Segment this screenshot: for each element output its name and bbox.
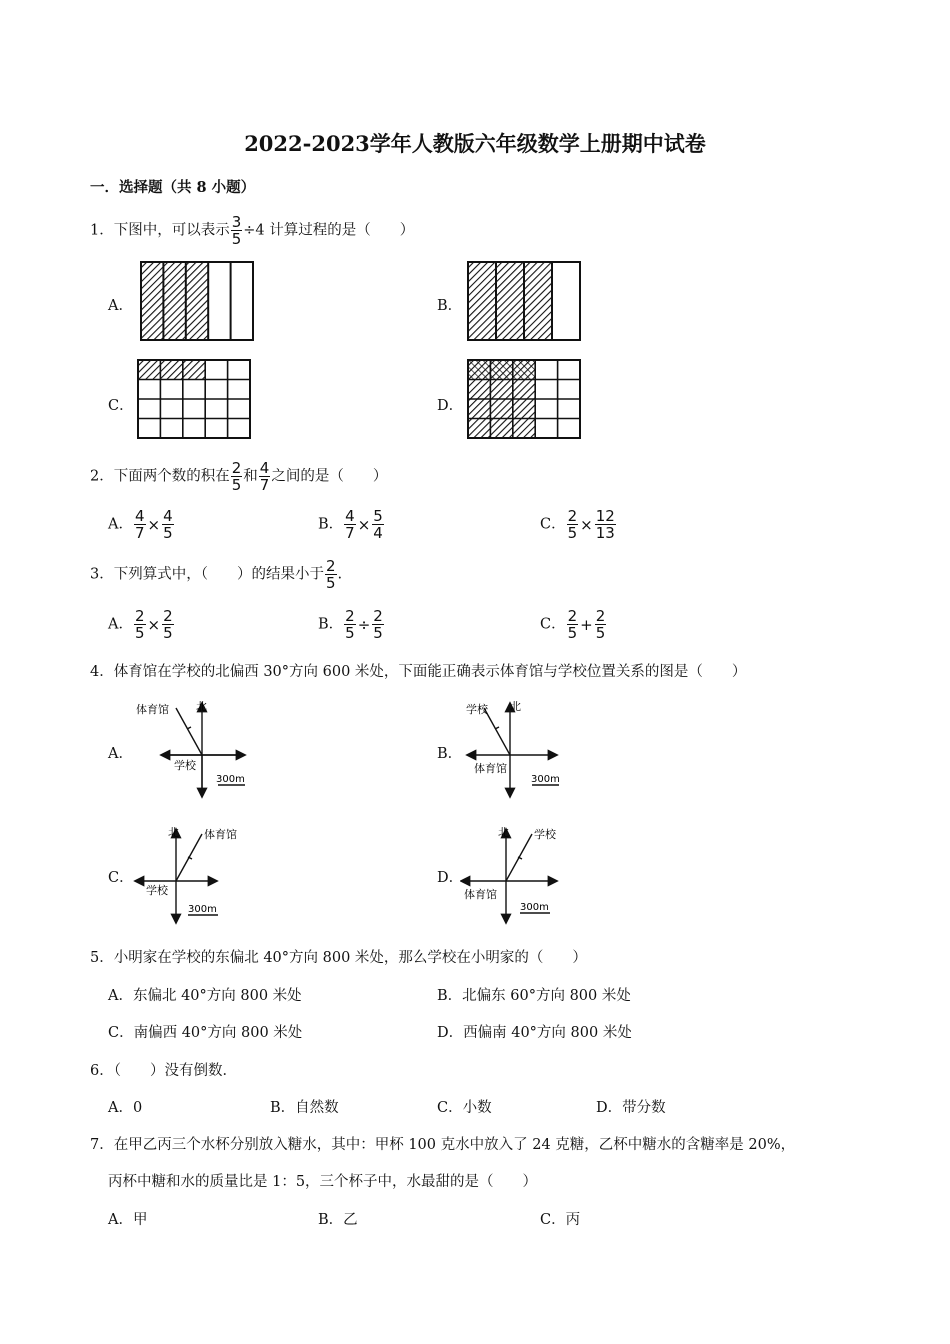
q6-option-c[interactable]: C．小数 bbox=[437, 1100, 492, 1116]
q3-fraction: $\frac{2}{5}$ bbox=[325, 557, 336, 592]
q2-option-c[interactable]: C． $\frac{2}{5}$ × $\frac{12}{13}$ bbox=[540, 507, 615, 542]
page-title: 2022-2023学年人教版六年级数学上册期中试卷 bbox=[244, 131, 706, 156]
q1-option-d[interactable]: D． bbox=[437, 398, 464, 414]
q4a-north-label: 北 bbox=[196, 700, 207, 713]
q2-option-b[interactable]: B． $\frac{4}{7}$ × $\frac{5}{4}$ bbox=[318, 507, 383, 542]
q2-option-a[interactable]: A． $\frac{4}{7}$ × $\frac{4}{5}$ bbox=[108, 507, 173, 542]
q4d-school-label: 学校 bbox=[534, 828, 556, 841]
q6-option-d[interactable]: D．带分数 bbox=[596, 1100, 666, 1116]
q4-option-d[interactable]: D． bbox=[437, 870, 464, 886]
q1-option-a[interactable]: A． bbox=[108, 298, 133, 314]
q4-figure-d bbox=[460, 822, 580, 930]
q2-fraction-1: $\frac{2}{5}$ bbox=[231, 459, 242, 494]
question-1 bbox=[90, 214, 414, 247]
q4-figure-a bbox=[132, 696, 252, 804]
q4d-scale-label: 300m bbox=[520, 902, 549, 913]
q1-figure-c bbox=[137, 359, 253, 441]
q1-option-c[interactable]: C． bbox=[108, 398, 134, 414]
q7-option-a[interactable]: A．甲 bbox=[108, 1212, 148, 1228]
question-4: 4．体育馆在学校的北偏西 30°方向 600 米处，下面能正确表示体育馆与学校位置关系的图是（ ） bbox=[90, 664, 747, 680]
q4b-school-label: 学校 bbox=[466, 703, 488, 716]
q1-figure-b bbox=[467, 261, 583, 343]
q4-option-b[interactable]: B． bbox=[437, 746, 463, 762]
q4-option-c[interactable]: C． bbox=[108, 870, 134, 886]
q4-figure-c bbox=[132, 822, 252, 930]
q5-option-a[interactable]: A．东偏北 40°方向 800 米处 bbox=[108, 988, 302, 1004]
q4c-gym-label: 体育馆 bbox=[204, 828, 237, 841]
section-heading: 一．选择题（共 8 小题） bbox=[90, 179, 256, 196]
q5-option-d[interactable]: D．西偏南 40°方向 800 米处 bbox=[437, 1025, 632, 1041]
q4b-north-label: 北 bbox=[510, 700, 521, 713]
question-2: 2．下面两个数的积在 $\frac{2}{5}$ 和 $\frac{4}{7}$ 之间的是（ ） bbox=[90, 459, 388, 494]
q4c-school-label: 学校 bbox=[146, 884, 168, 897]
q5-option-b[interactable]: B．北偏东 60°方向 800 米处 bbox=[437, 988, 631, 1004]
question-3: 3．下列算式中，（ ）的结果小于 $\frac{2}{5}$ . bbox=[90, 557, 343, 592]
q4c-scale-label: 300m bbox=[188, 904, 217, 915]
q4-option-a[interactable]: A． bbox=[108, 746, 133, 762]
q1-option-b[interactable]: B． bbox=[437, 298, 463, 314]
q1-text-end: ÷4 计算过程的是（ ） bbox=[243, 222, 415, 239]
q4d-gym-label: 体育馆 bbox=[464, 888, 497, 901]
q7-option-b[interactable]: B．乙 bbox=[318, 1212, 358, 1228]
q4b-scale-label: 300m bbox=[531, 774, 560, 785]
q4a-school-label: 学校 bbox=[174, 759, 196, 772]
q4d-north-label: 北 bbox=[498, 826, 509, 839]
q3-option-c[interactable]: C． $\frac{2}{5}$ + $\frac{2}{5}$ bbox=[540, 607, 606, 642]
question-7-line-2: 丙杯中糖和水的质量比是 1：5，三个杯子中，水最甜的是（ ） bbox=[108, 1174, 538, 1190]
question-6: 6．（ ）没有倒数． bbox=[90, 1063, 237, 1079]
q5-option-c[interactable]: C．南偏西 40°方向 800 米处 bbox=[108, 1025, 303, 1041]
q1-fraction: $\frac{3}{5}$ bbox=[231, 213, 242, 248]
q7-option-c[interactable]: C．丙 bbox=[540, 1212, 581, 1228]
q4a-scale-label: 300m bbox=[216, 774, 245, 785]
q4b-gym-label: 体育馆 bbox=[474, 762, 507, 775]
question-5: 5．小明家在学校的东偏北 40°方向 800 米处，那么学校在小明家的（ ） bbox=[90, 950, 587, 966]
q3-option-a[interactable]: A． $\frac{2}{5}$ × $\frac{2}{5}$ bbox=[108, 607, 173, 642]
q3-option-b[interactable]: B． $\frac{2}{5}$ ÷ $\frac{2}{5}$ bbox=[318, 607, 383, 642]
q6-option-b[interactable]: B．自然数 bbox=[270, 1100, 339, 1116]
question-7-line-1: 7．在甲乙丙三个水杯分别放入糖水，其中：甲杯 100 克水中放入了 24 克糖，乙杯中糖水的含糖率是 20%， bbox=[90, 1137, 796, 1153]
q2-fraction-2: $\frac{4}{7}$ bbox=[259, 459, 270, 494]
q1-text: 1．下图中，可以表示 bbox=[90, 222, 230, 239]
q1-figure-a bbox=[140, 261, 256, 343]
q4a-gym-label: 体育馆 bbox=[136, 703, 169, 716]
q1-figure-d bbox=[467, 359, 583, 441]
q4c-north-label: 北 bbox=[168, 826, 179, 839]
q4-figure-b bbox=[460, 696, 580, 804]
q6-option-a[interactable]: A．0 bbox=[108, 1100, 143, 1116]
